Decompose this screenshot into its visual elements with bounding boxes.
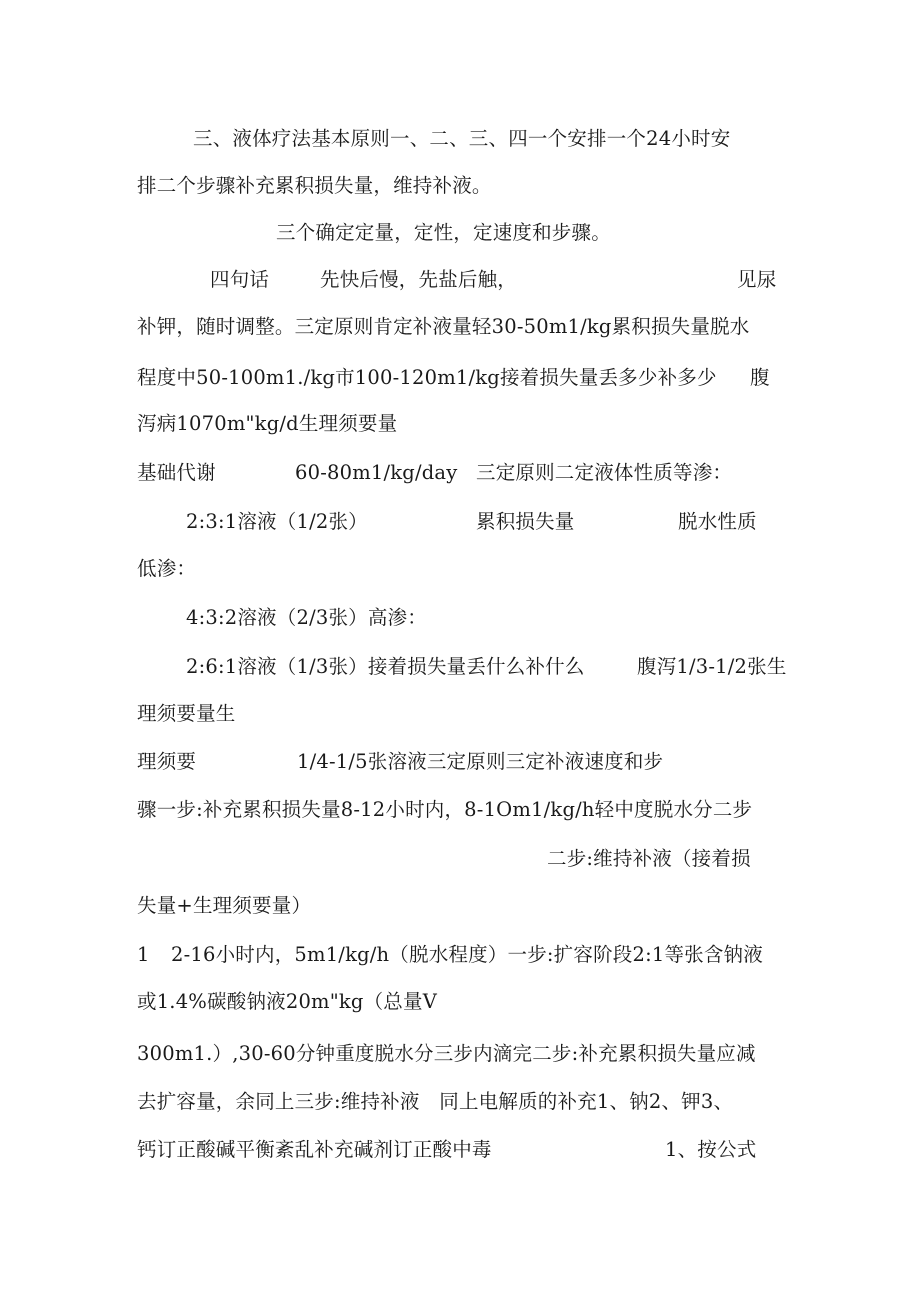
text-line-18a: 1 <box>137 943 150 966</box>
text-line-10: 低渗： <box>137 557 197 580</box>
text-line-12b: 腹泻1/3-1/2张生 <box>637 655 787 678</box>
text-line-8b: 60-80m1∕kg/day <box>295 461 458 484</box>
text-line-16: 二步:维持补液（接着损 <box>547 847 751 870</box>
text-line-3: 三个确定定量，定性，定速度和步骤。 <box>276 221 611 244</box>
text-line-4c: 见尿 <box>737 268 777 291</box>
text-line-9a: 2:3:1溶液（1/2张） <box>186 510 368 533</box>
text-line-8a: 基础代谢 <box>137 461 216 484</box>
text-line-9c: 脱水性质 <box>678 510 757 533</box>
text-line-14b: 1/4-1/5张溶液三定原则三定补液速度和步 <box>297 750 664 773</box>
text-line-1: 三、液体疗法基本原则一、二、三、四一个安排一个24小时安 <box>193 127 731 150</box>
text-line-19: 或1.4%碳酸钠液20m"kg（总量V <box>137 990 437 1013</box>
text-line-2: 排二个步骤补充累积损失量，维持补液。 <box>137 174 492 197</box>
text-line-4b: 先快后慢，先盐后触， <box>320 268 518 291</box>
text-line-6b: 腹 <box>750 366 770 389</box>
text-line-18b: 2-16小时内，5m1∕kg∕h（脱水程度）一步:扩容阶段2:1等张含钠液 <box>171 943 763 966</box>
text-line-9b: 累积损失量 <box>476 510 575 533</box>
text-line-17: 失量+生理须要量） <box>137 894 312 917</box>
text-line-4a: 四句话 <box>210 268 270 291</box>
text-line-7: 泻病1070m"kg∕d生理须要量 <box>137 412 398 435</box>
text-line-15: 骤一步:补充累积损失量8-12小时内，8-1Om1∕kg∕h轻中度脱水分二步 <box>137 798 753 821</box>
text-line-21: 去扩容量，余同上三步:维持补液 同上电解质的补充1、钠2、钾3、 <box>137 1090 734 1113</box>
text-line-20: 300m1.）,30-60分钟重度脱水分三步内滴完二步:补充累积损失量应减 <box>137 1042 756 1065</box>
text-line-22b: 1、按公式 <box>665 1138 757 1161</box>
text-line-13: 理须要量生 <box>137 702 236 725</box>
text-line-6a: 程度中50-100m1./kg市100-120m1∕kg接着损失量丢多少补多少 <box>137 366 717 389</box>
text-line-14a: 理须要 <box>137 750 197 773</box>
text-line-12a: 2:6:1溶液（1/3张）接着损失量丢什么补什么 <box>186 655 585 678</box>
text-line-22a: 钙订正酸碱平衡紊乱补充碱剂订正酸中毒 <box>137 1138 492 1161</box>
text-line-8c: 三定原则二定液体性质等渗： <box>476 461 733 484</box>
text-line-11: 4:3:2溶液（2/3张）高渗： <box>186 606 427 629</box>
text-line-5: 补钾，随时调整。三定原则肯定补液量轻30-50m1∕kg累积损失量脱水 <box>137 315 750 338</box>
